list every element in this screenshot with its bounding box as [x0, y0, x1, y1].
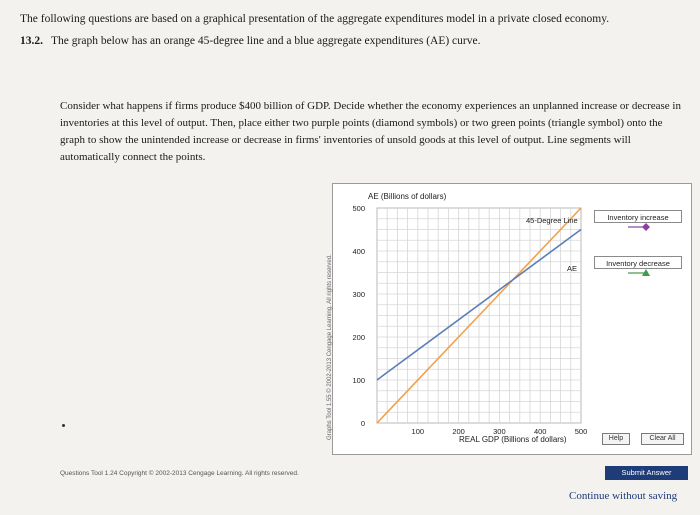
- y-tick-label: 300: [352, 290, 365, 299]
- 45-degree-line-label: 45-Degree Line: [526, 216, 578, 225]
- y-tick-label: 0: [360, 419, 365, 428]
- x-tick-label: 200: [452, 427, 465, 436]
- green-triangle-icon[interactable]: [627, 268, 653, 278]
- inventory-increase-button[interactable]: Inventory increase: [594, 210, 682, 223]
- instructions-paragraph: Consider what happens if firms produce $400 billion of GDP. Decide whether the economy experiences an unplanned increase or decrease in inventories at this level of output. Then, place either two purple points (diamond symbols) or two green points (triangle symbol) onto the graph to show the unintended increase or decrease in firms' inventories of unsold goods at this level of output. Line segments will automatically connect the points.: [60, 100, 681, 163]
- purple-diamond-icon[interactable]: [627, 222, 653, 232]
- question-number: 13.2.: [20, 35, 43, 47]
- question-line: [20, 35, 480, 47]
- intro-text: The following questions are based on a graphical presentation of the aggregate expenditures model in a private closed economy.: [20, 13, 610, 25]
- x-axis-label: REAL GDP (Billions of dollars): [459, 435, 567, 444]
- y-tick-label: 100: [352, 376, 365, 385]
- y-ticks: [352, 204, 365, 428]
- x-tick-label: 500: [574, 427, 588, 436]
- y-tick-label: 200: [352, 333, 365, 342]
- inventory-decrease-button[interactable]: Inventory decrease: [594, 256, 682, 269]
- clear-all-button[interactable]: Clear All: [641, 433, 684, 445]
- y-tick-label: 400: [352, 247, 365, 256]
- x-tick-label: 300: [493, 427, 506, 436]
- submit-answer-button[interactable]: Submit Answer: [605, 466, 688, 480]
- footer-credit: Questions Tool 1.24 Copyright © 2002-2013 Cengage Learning. All rights reserved.: [60, 470, 299, 477]
- ae-curve-label: AE: [567, 264, 578, 273]
- y-tick-label: 500: [352, 204, 365, 213]
- x-tick-label: 400: [533, 427, 547, 436]
- y-axis-label: AE (Billions of dollars): [368, 192, 447, 201]
- question-text: The graph below has an orange 45-degree line and a blue aggregate expenditures (AE) curve.: [51, 35, 481, 47]
- continue-without-saving-link[interactable]: Continue without saving: [569, 490, 678, 502]
- graph-tool-credit: Graphs Tool 1.55 © 2002-2013 Cengage Learning. All rights reserved.: [327, 254, 333, 440]
- bullet-dot: [62, 424, 65, 427]
- x-tick-label: 100: [411, 427, 425, 436]
- help-button[interactable]: Help: [602, 433, 630, 445]
